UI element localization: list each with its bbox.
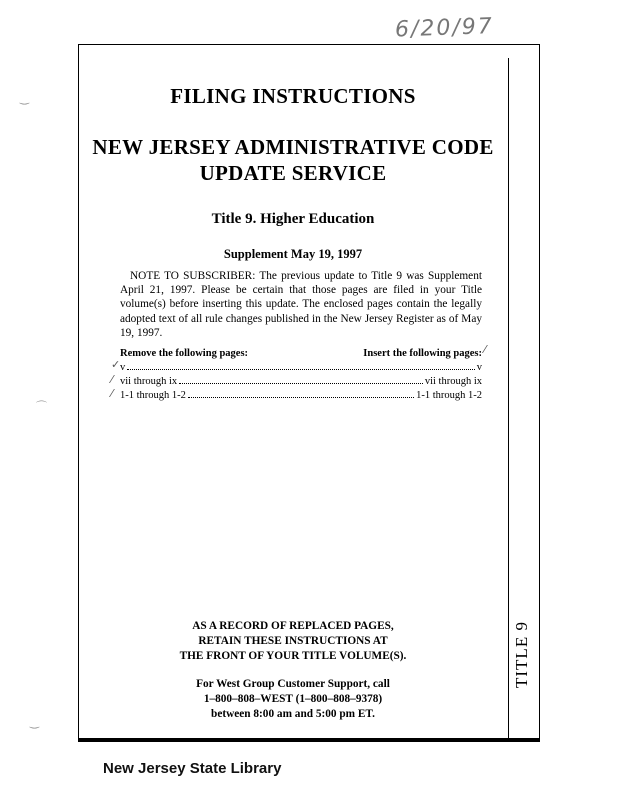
remove-page-range: v — [120, 362, 126, 373]
page-row — [120, 374, 482, 388]
library-stamp: New Jersey State Library — [103, 760, 282, 777]
dot-leader — [127, 360, 475, 370]
code-heading-line-2: UPDATE SERVICE — [199, 161, 387, 185]
record-notice-line-3: THE FRONT OF YOUR TITLE VOLUME(S). — [179, 650, 407, 662]
insert-page-range: 1-1 through 1-2 — [416, 390, 482, 401]
page-row — [120, 360, 482, 374]
check-mark-icon: ⁄ — [111, 373, 113, 386]
support-hours: between 8:00 am and 5:00 pm ET. — [211, 708, 375, 720]
handwritten-date-note: 6/20/97 — [394, 14, 495, 43]
insert-page-range: vii through ix — [424, 376, 482, 387]
remove-page-range: 1-1 through 1-2 — [120, 390, 186, 401]
code-heading-line-1: NEW JERSEY ADMINISTRATIVE CODE — [92, 135, 494, 159]
filing-instructions-title: FILING INSTRUCTIONS — [170, 84, 416, 108]
spine-title-label: TITLE 9 — [512, 621, 531, 688]
insert-page-range: v — [476, 362, 482, 373]
check-mark-icon: ⁄ — [484, 343, 486, 356]
remove-pages-header: Remove the following pages: — [120, 348, 249, 359]
subscriber-note — [120, 269, 482, 340]
record-notice-line-1: AS A RECORD OF REPLACED PAGES, — [192, 620, 394, 632]
record-notice-line-2: RETAIN THESE INSTRUCTIONS AT — [198, 635, 388, 647]
support-phone: 1–800–808–WEST (1–800–808–9378) — [203, 693, 383, 705]
remove-page-range: vii through ix — [120, 376, 178, 387]
dot-leader — [188, 388, 414, 398]
pages-table-header — [120, 348, 482, 359]
dot-leader — [179, 374, 423, 384]
customer-support-info — [78, 677, 508, 722]
note-lead: NOTE TO SUBSCRIBER: — [130, 270, 256, 282]
support-line-1: For West Group Customer Support, call — [196, 678, 390, 690]
margin-mark: ‿ — [20, 92, 29, 105]
record-notice — [78, 619, 508, 664]
page-row — [120, 388, 482, 402]
title-number-heading: Title 9. Higher Education — [211, 211, 375, 227]
note-body: The previous update to Title 9 was Supplement April 21, 1997. Please be certain that those pages are filed in your Title volume(s) before inserting this update. The enclosed pages contain the legally adopted text of all rule changes published in the New Jersey Register as of May 19, 1997. — [120, 270, 482, 339]
supplement-date: Supplement May 19, 1997 — [223, 247, 363, 261]
margin-mark: ‿ — [30, 716, 39, 729]
insert-pages-header: Insert the following pages: — [363, 348, 482, 359]
margin-mark: ⌒ — [36, 400, 47, 413]
check-mark-icon: ✓ — [111, 358, 121, 371]
code-update-heading — [78, 134, 508, 186]
check-mark-icon: ⁄ — [111, 387, 113, 400]
